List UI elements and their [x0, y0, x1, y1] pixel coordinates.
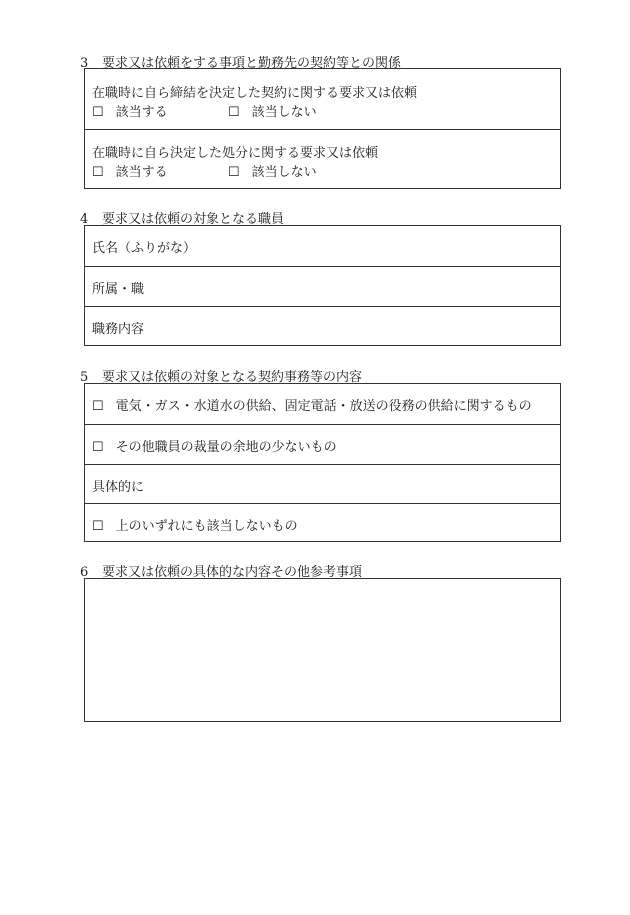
option-label: 該当しない — [251, 165, 317, 180]
checkbox-icon[interactable]: ☐ — [92, 440, 104, 455]
contract-relation-row — [85, 69, 560, 129]
row-label: 在職時に自ら締結を決定した契約に関する要求又は依頼 — [92, 86, 418, 101]
row-label: 具体的に — [92, 480, 145, 495]
option-label: 電気・ガス・水道水の供給、固定電話・放送の役務の供給に関するもの — [115, 399, 532, 414]
option-label: 上のいずれにも該当しないもの — [115, 519, 298, 534]
low-discretion-row[interactable] — [85, 424, 560, 464]
duties-row[interactable] — [85, 306, 560, 345]
section-5-table — [84, 383, 561, 542]
section-number: 3 — [80, 56, 89, 71]
option-group — [92, 101, 317, 120]
row-label — [92, 515, 298, 534]
section-number: 4 — [80, 212, 89, 227]
section-title-text: 要求又は依頼の具体的な内容その他参考事項 — [102, 565, 363, 580]
option-label: 該当しない — [251, 105, 317, 120]
utility-supply-row[interactable] — [85, 384, 560, 424]
affiliation-row[interactable] — [85, 266, 560, 306]
option-not-applicable[interactable] — [228, 101, 317, 120]
disposition-relation-row — [85, 129, 560, 188]
option-label: その他職員の裁量の余地の少ないもの — [115, 440, 337, 455]
section-title-text: 要求又は依頼の対象となる契約事務等の内容 — [102, 370, 363, 385]
checkbox-icon[interactable]: ☐ — [228, 105, 240, 120]
row-label — [92, 436, 337, 455]
section-number: 6 — [80, 565, 89, 580]
checkbox-icon[interactable]: ☐ — [92, 105, 104, 120]
option-applicable[interactable] — [92, 101, 168, 120]
section-title-text: 要求又は依頼をする事項と勤務先の契約等との関係 — [102, 56, 402, 71]
specific-details-row[interactable] — [85, 464, 560, 503]
name-furigana-row[interactable] — [85, 226, 560, 266]
option-label: 該当する — [115, 165, 168, 180]
checkbox-icon[interactable]: ☐ — [228, 165, 240, 180]
checkbox-icon[interactable]: ☐ — [92, 399, 104, 414]
row-label: 職務内容 — [92, 322, 145, 337]
option-not-applicable[interactable] — [228, 161, 317, 180]
row-label: 所属・職 — [92, 282, 145, 297]
option-applicable[interactable] — [92, 161, 168, 180]
section-number: 5 — [80, 370, 89, 385]
row-label — [92, 395, 532, 414]
row-label: 在職時に自ら決定した処分に関する要求又は依頼 — [92, 146, 379, 161]
checkbox-icon[interactable]: ☐ — [92, 519, 104, 534]
section-title-text: 要求又は依頼の対象となる職員 — [102, 212, 285, 227]
option-label: 該当する — [115, 105, 168, 120]
section-3-table — [84, 68, 561, 189]
checkbox-icon[interactable]: ☐ — [92, 165, 104, 180]
section-4-table — [84, 225, 561, 346]
reference-details-textarea[interactable] — [84, 578, 561, 722]
none-applicable-row[interactable] — [85, 503, 560, 541]
option-group — [92, 161, 317, 180]
row-label: 氏名（ふりがな） — [92, 241, 197, 256]
